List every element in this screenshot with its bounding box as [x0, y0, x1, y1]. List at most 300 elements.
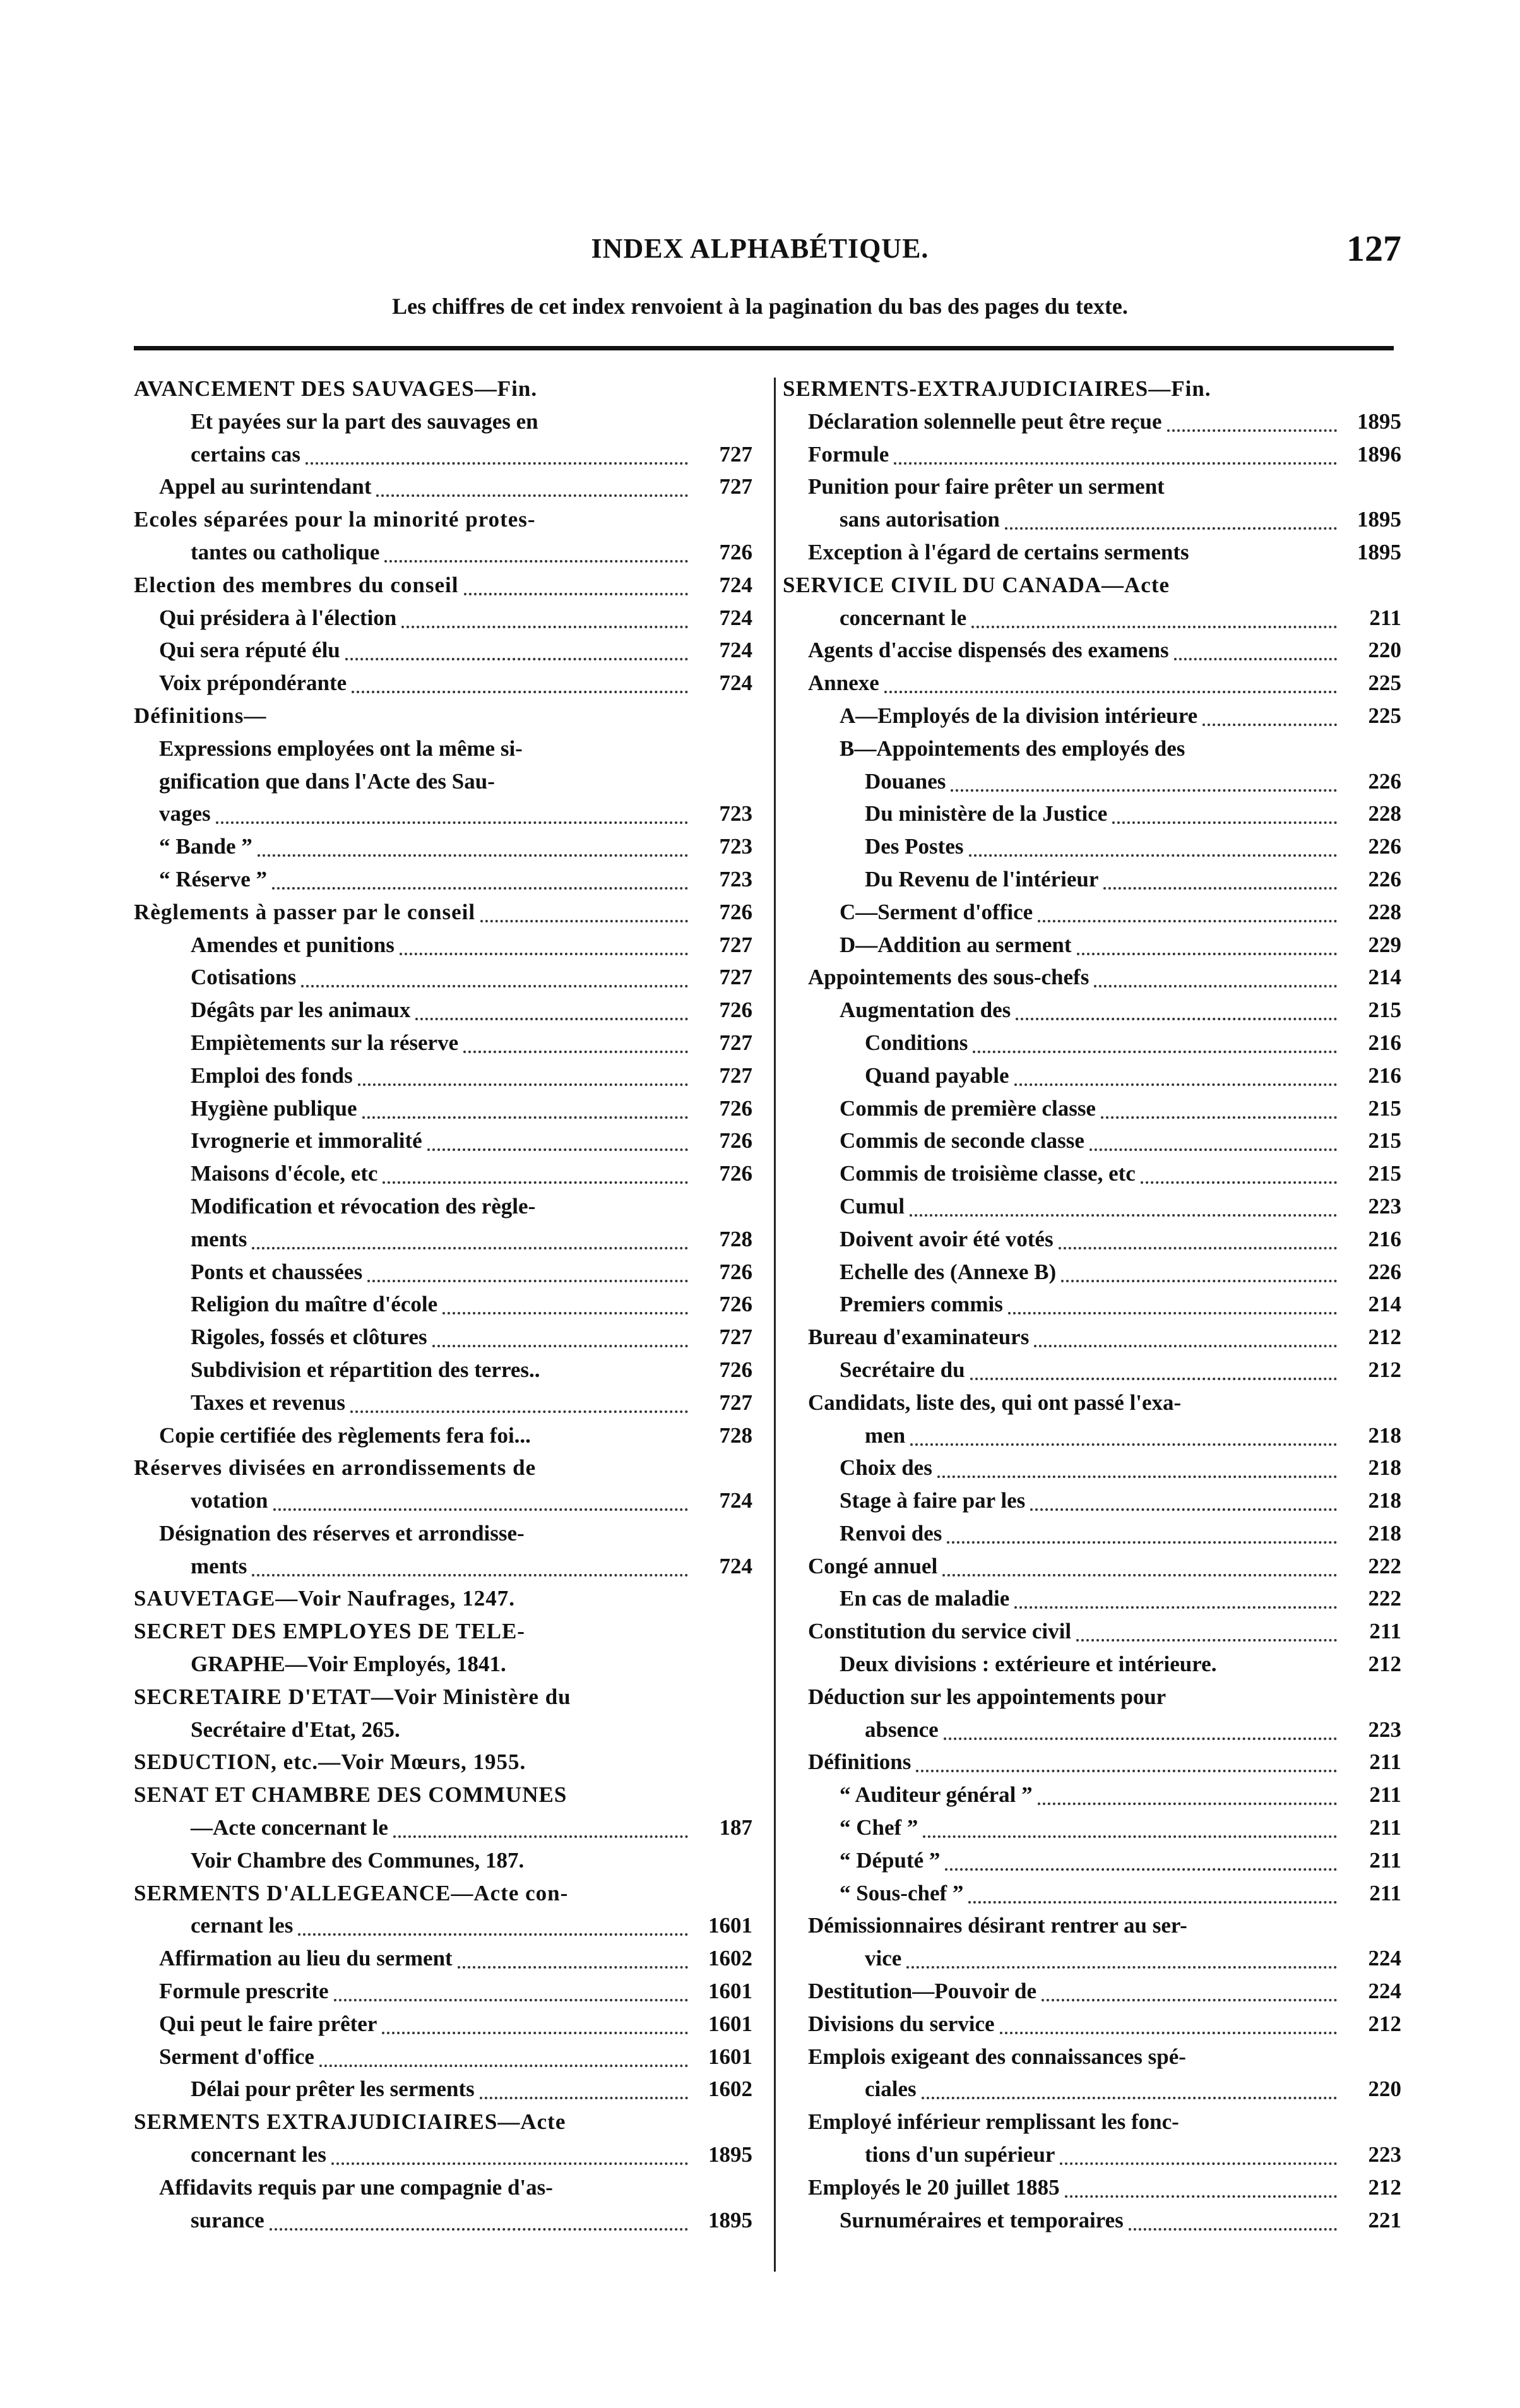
entry-text: concernant le [840, 605, 967, 630]
entry-text: C—Serment d'office [840, 899, 1033, 924]
entry-page: 726 [719, 539, 752, 564]
dot-leader [216, 819, 688, 824]
dot-leader [463, 1048, 688, 1053]
index-entry [783, 1354, 1401, 1386]
entry-text: SERMENTS-EXTRAJUDICIAIRES—Fin. [783, 376, 1211, 401]
entry-text: Surnuméraires et temporaires [840, 2207, 1124, 2232]
entry-page: 1602 [708, 2077, 752, 2102]
index-entry [783, 667, 1401, 700]
entry-text: Constitution du service civil [808, 1619, 1072, 1644]
dot-leader [1042, 1996, 1337, 2001]
entry-text: ments [191, 1553, 247, 1578]
entry-page: 211 [1369, 1619, 1401, 1644]
dot-leader [345, 655, 688, 660]
entry-text: Emplois exigeant des connaissances spé- [808, 2044, 1186, 2069]
dot-leader [916, 1767, 1337, 1772]
entry-page: 211 [1369, 1749, 1401, 1775]
index-entry [134, 438, 752, 471]
entry-text: —Acte concernant le [191, 1815, 388, 1840]
entry-page: 1895 [1357, 408, 1401, 434]
dot-leader [1101, 1114, 1337, 1119]
entry-text: Ecoles séparées pour la minorité protes- [134, 507, 536, 532]
entry-page: 1895 [1357, 507, 1401, 532]
entry-text: Commis de première classe [840, 1095, 1096, 1121]
dot-leader [944, 1735, 1337, 1740]
entry-page: 214 [1368, 1292, 1401, 1317]
entry-page: 216 [1368, 1063, 1401, 1088]
entry-page: 223 [1368, 1193, 1401, 1219]
index-entry [783, 1059, 1401, 1092]
dot-leader [306, 460, 688, 465]
entry-text: Subdivision et répartition des terres.. [191, 1357, 540, 1382]
entry-text: vages [159, 801, 211, 826]
entry-text: SERMENTS D'ALLEGEANCE—Acte con- [134, 1880, 569, 1905]
index-entry [134, 602, 752, 635]
entry-text: “ Réserve ” [159, 866, 268, 891]
dot-leader [480, 2094, 688, 2099]
index-entry [783, 1190, 1401, 1223]
index-entry [134, 863, 752, 896]
index-entry [134, 667, 752, 700]
index-entry [783, 961, 1401, 994]
index-entry [783, 765, 1401, 798]
entry-page: 727 [719, 1325, 752, 1350]
entry-text: Agents d'accise dispensés des examens [808, 638, 1169, 663]
index-entry [134, 1844, 752, 1877]
entry-page: 727 [719, 1390, 752, 1415]
dot-leader [1090, 1146, 1337, 1151]
dot-leader [270, 2226, 688, 2231]
index-entry [134, 929, 752, 962]
index-entry [134, 569, 752, 602]
index-entry [134, 961, 752, 994]
entry-page: 222 [1368, 1586, 1401, 1611]
entry-text: Divisions du service [808, 2011, 995, 2036]
entry-text: Qui présidera à l'élection [159, 605, 397, 630]
index-entry [134, 1321, 752, 1354]
dot-leader [382, 2029, 688, 2034]
entry-page: 723 [719, 834, 752, 859]
dot-leader [383, 1179, 688, 1184]
entry-text: Cotisations [191, 965, 297, 990]
entry-text: Taxes et revenus [191, 1390, 345, 1415]
index-entry [783, 2008, 1401, 2041]
entry-text: Rigoles, fossés et clôtures [191, 1325, 427, 1350]
index-entry [783, 994, 1401, 1027]
page-subtitle: Les chiffres de cet index renvoient à la pagination du bas des pages du texte. [392, 294, 1128, 319]
entry-text: Employé inférieur remplissant les fonc- [808, 2109, 1179, 2135]
dot-leader [1076, 1636, 1337, 1642]
entry-page: 727 [719, 932, 752, 957]
entry-text: Commis de seconde classe [840, 1128, 1084, 1153]
entry-page: 727 [719, 441, 752, 467]
dot-leader [1141, 1179, 1337, 1184]
index-entry [134, 2171, 752, 2204]
index-entry [134, 1157, 752, 1190]
entry-text: Cumul [840, 1193, 905, 1219]
entry-text: Choix des [840, 1455, 932, 1481]
index-entry [783, 1975, 1401, 2008]
header-rule [134, 346, 1394, 350]
dot-leader [1103, 885, 1337, 890]
index-entry [134, 1811, 752, 1844]
index-entry [783, 405, 1401, 438]
entry-text: Qui sera réputé élu [159, 638, 340, 663]
entry-text: Destitution—Pouvoir de [808, 1979, 1036, 2004]
entry-text: Désignation des réserves et arrondisse- [159, 1520, 525, 1546]
entry-page: 215 [1368, 1128, 1401, 1153]
dot-leader [951, 787, 1337, 792]
entry-page: 726 [719, 1128, 752, 1153]
index-entry [134, 1223, 752, 1256]
entry-page: 229 [1368, 932, 1401, 957]
entry-text: Appointements des sous-chefs [808, 965, 1090, 990]
index-entry [134, 405, 752, 438]
entry-text: surance [191, 2207, 264, 2232]
dot-leader [1059, 1244, 1337, 1249]
dot-leader [432, 1342, 688, 1347]
index-entry [783, 1550, 1401, 1583]
entry-page: 218 [1368, 1422, 1401, 1448]
entry-page: 1601 [708, 1913, 752, 1938]
entry-text: tantes ou catholique [191, 539, 380, 564]
entry-page: 220 [1368, 638, 1401, 663]
entry-page: 726 [719, 1095, 752, 1121]
index-entry [134, 2138, 752, 2171]
index-entry [134, 1942, 752, 1975]
dot-leader [415, 1015, 688, 1020]
entry-page: 226 [1368, 834, 1401, 859]
entry-page: 724 [719, 605, 752, 630]
entry-text: Voix prépondérante [159, 671, 347, 696]
entry-page: 1895 [708, 2142, 752, 2167]
dot-leader [968, 1898, 1337, 1904]
index-entry [134, 1582, 752, 1615]
index-entry [783, 536, 1401, 569]
index-entry [134, 2204, 752, 2237]
index-entry [134, 1648, 752, 1681]
index-entry [134, 765, 752, 798]
index-entry [783, 1779, 1401, 1811]
index-entry [134, 1517, 752, 1550]
entry-text: Voir Chambre des Communes, 187. [191, 1847, 525, 1873]
dot-leader [1094, 982, 1337, 987]
entry-page: 228 [1368, 801, 1401, 826]
index-entry [783, 2106, 1401, 2138]
dot-leader [367, 1277, 688, 1282]
dot-leader [884, 688, 1337, 693]
index-entry [783, 1124, 1401, 1157]
index-entry [134, 797, 752, 830]
index-entry [783, 1027, 1401, 1059]
index-entry [134, 2073, 752, 2106]
index-entry [783, 830, 1401, 863]
entry-page: 726 [719, 1357, 752, 1382]
dot-leader [894, 460, 1337, 465]
entry-page: 727 [719, 1030, 752, 1055]
dot-leader [1202, 721, 1337, 726]
entry-text: “ Bande ” [159, 834, 252, 859]
entry-page: 1896 [1357, 441, 1401, 467]
entry-text: Commis de troisième classe, etc [840, 1161, 1136, 1186]
entry-text: Premiers commis [840, 1292, 1003, 1317]
dot-leader [393, 1833, 688, 1838]
entry-text: Congé annuel [808, 1553, 938, 1578]
entry-text: Qui peut le faire prêter [159, 2011, 377, 2036]
entry-page: 1602 [708, 1946, 752, 1971]
entry-text: Dégâts par les animaux [191, 998, 411, 1023]
dot-leader [1060, 2160, 1337, 2165]
entry-text: Définitions [808, 1749, 911, 1775]
entry-text: GRAPHE—Voir Employés, 1841. [191, 1652, 506, 1677]
entry-page: 224 [1368, 1979, 1401, 2004]
entry-text: Exception à l'égard de certains serments [808, 539, 1189, 564]
dot-leader [1112, 819, 1337, 824]
entry-text: “ Sous-chef ” [840, 1880, 964, 1905]
entry-page: 218 [1368, 1455, 1401, 1481]
dot-leader [1000, 2029, 1337, 2034]
entry-page: 226 [1368, 1259, 1401, 1284]
index-entry [783, 602, 1401, 635]
dot-leader [906, 1964, 1337, 1969]
index-entry [783, 1451, 1401, 1484]
entry-page: 211 [1369, 605, 1401, 630]
index-entry [134, 896, 752, 929]
index-entry [783, 1223, 1401, 1256]
dot-leader [937, 1473, 1337, 1478]
entry-text: Formule prescrite [159, 1979, 329, 2004]
entry-text: En cas de maladie [840, 1586, 1010, 1611]
entry-text: Appel au surintendant [159, 474, 372, 499]
dot-leader [273, 1506, 689, 1511]
entry-text: Annexe [808, 671, 879, 696]
entry-page: 724 [719, 638, 752, 663]
entry-page: 222 [1368, 1553, 1401, 1578]
entry-page: 726 [719, 1161, 752, 1186]
index-right-column [783, 373, 1401, 2236]
index-entry [783, 1746, 1401, 1779]
index-entry [783, 1811, 1401, 1844]
entry-text: certains cas [191, 441, 300, 467]
dot-leader [319, 2062, 688, 2067]
entry-text: Formule [808, 441, 889, 467]
entry-page: 727 [719, 1063, 752, 1088]
entry-text: Doivent avoir été votés [840, 1226, 1054, 1251]
entry-page: 211 [1369, 1815, 1401, 1840]
index-entry [134, 1190, 752, 1223]
entry-text: Secrétaire du [840, 1357, 965, 1382]
index-entry [134, 1746, 752, 1779]
entry-text: Candidats, liste des, qui ont passé l'exa- [808, 1390, 1182, 1415]
entry-page: 218 [1368, 1488, 1401, 1513]
entry-page: 215 [1368, 1095, 1401, 1121]
entry-page: 1601 [708, 2044, 752, 2069]
index-entry [783, 2138, 1401, 2171]
index-entry [783, 1681, 1401, 1714]
index-entry [134, 1092, 752, 1125]
index-entry [134, 1419, 752, 1452]
entry-page: 723 [719, 801, 752, 826]
index-entry [783, 503, 1401, 536]
entry-page: 211 [1369, 1880, 1401, 1905]
entry-page: 211 [1369, 1847, 1401, 1873]
dot-leader [970, 1375, 1337, 1380]
dot-leader [1016, 1015, 1337, 1020]
entry-page: 212 [1368, 2174, 1401, 2200]
dot-leader [334, 1996, 688, 2001]
index-entry [134, 2106, 752, 2138]
index-entry [783, 1092, 1401, 1125]
index-entry [783, 1714, 1401, 1746]
entry-text: SEDUCTION, etc.—Voir Mœurs, 1955. [134, 1749, 526, 1775]
dot-leader [910, 1212, 1337, 1217]
entry-text: Election des membres du conseil [134, 572, 459, 597]
index-entry [134, 536, 752, 569]
entry-text: Conditions [865, 1030, 968, 1055]
index-entry [783, 1256, 1401, 1289]
entry-page: 226 [1368, 768, 1401, 794]
index-entry [783, 700, 1401, 732]
entry-text: Démissionnaires désirant rentrer au ser- [808, 1913, 1187, 1938]
entry-page: 212 [1368, 1357, 1401, 1382]
index-entry [134, 1354, 752, 1386]
index-entry [783, 797, 1401, 830]
entry-text: tions d'un supérieur [865, 2142, 1055, 2167]
dot-leader [252, 1244, 688, 1249]
dot-leader [1167, 427, 1338, 432]
entry-text: SECRET DES EMPLOYES DE TELE- [134, 1619, 525, 1644]
entry-text: vice [865, 1946, 902, 1971]
page-header [0, 228, 1520, 283]
index-entry [134, 1681, 752, 1714]
entry-page: 728 [719, 1422, 752, 1448]
entry-page: 211 [1369, 1782, 1401, 1808]
entry-text: Maisons d'école, etc [191, 1161, 378, 1186]
entry-text: Ponts et chaussées [191, 1259, 363, 1284]
index-entry [783, 1157, 1401, 1190]
dot-leader [401, 623, 688, 628]
entry-text: Du Revenu de l'intérieur [865, 866, 1099, 891]
index-entry [783, 1582, 1401, 1615]
entry-text: Renvoi des [840, 1520, 942, 1546]
dot-leader [910, 1441, 1337, 1446]
dot-leader [362, 1114, 688, 1119]
entry-text: Douanes [865, 768, 946, 794]
entry-page: 726 [719, 1292, 752, 1317]
dot-leader [427, 1146, 688, 1151]
index-entry [134, 1386, 752, 1419]
entry-text: Copie certifiée des règlements fera foi... [159, 1422, 531, 1448]
dot-leader [352, 688, 688, 693]
entry-text: Affidavits requis par une compagnie d'as- [159, 2174, 553, 2200]
dot-leader [1174, 655, 1337, 660]
dot-leader [458, 1964, 688, 1969]
entry-text: Deux divisions : extérieure et intérieure. [840, 1652, 1217, 1677]
entry-text: Secrétaire d'Etat, 265. [191, 1717, 400, 1742]
dot-leader [258, 852, 688, 857]
dot-leader [400, 950, 688, 955]
entry-page: 221 [1368, 2207, 1401, 2232]
entry-text: SECRETAIRE D'ETAT—Voir Ministère du [134, 1684, 571, 1709]
entry-page: 727 [719, 474, 752, 499]
entry-text: SENAT ET CHAMBRE DES COMMUNES [134, 1782, 567, 1808]
dot-leader [945, 1866, 1337, 1871]
dot-leader [252, 1571, 688, 1577]
dot-leader [1038, 917, 1337, 922]
entry-page: 224 [1368, 1946, 1401, 1971]
index-entry [134, 2008, 752, 2041]
entry-text: “ Député ” [840, 1847, 941, 1873]
entry-text: A—Employés de la division intérieure [840, 703, 1198, 728]
entry-text: ments [191, 1226, 247, 1251]
index-entry [783, 929, 1401, 962]
dot-leader [331, 2160, 688, 2165]
dot-leader [350, 1408, 688, 1413]
index-entry [783, 569, 1401, 602]
index-entry [783, 438, 1401, 471]
entry-text: Affirmation au lieu du serment [159, 1946, 453, 1971]
dot-leader [1061, 1277, 1337, 1282]
index-entry [134, 1288, 752, 1321]
index-entry [134, 1124, 752, 1157]
index-entry [783, 2171, 1401, 2204]
dot-leader [969, 852, 1338, 857]
entry-text: sans autorisation [840, 507, 1000, 532]
entry-text: “ Auditeur général ” [840, 1782, 1033, 1808]
entry-page: 1895 [1357, 539, 1401, 564]
index-entry [134, 1714, 752, 1746]
index-entry [134, 1027, 752, 1059]
entry-text: Echelle des (Annexe B) [840, 1259, 1057, 1284]
entry-page: 1895 [708, 2207, 752, 2232]
entry-text: Religion du maître d'école [191, 1292, 438, 1317]
entry-page: 220 [1368, 2077, 1401, 2102]
entry-page: 726 [719, 899, 752, 924]
entry-page: 724 [719, 1488, 752, 1513]
entry-text: B—Appointements des employés des [840, 736, 1185, 761]
entry-text: Réserves divisées en arrondissements de [134, 1455, 537, 1481]
index-entry [134, 1256, 752, 1289]
entry-text: Serment d'office [159, 2044, 314, 2069]
index-entry [783, 634, 1401, 667]
dot-leader [1005, 525, 1337, 530]
entry-page: 218 [1368, 1520, 1401, 1546]
entry-page: 1601 [708, 1979, 752, 2004]
index-entry [783, 1648, 1401, 1681]
entry-page: 215 [1368, 1161, 1401, 1186]
entry-page: 228 [1368, 899, 1401, 924]
entry-text: Punition pour faire prêter un serment [808, 474, 1165, 499]
dot-leader [301, 982, 688, 987]
entry-page: 187 [719, 1815, 752, 1840]
entry-text: Règlements à passer par le conseil [134, 899, 476, 924]
dot-leader [1065, 2193, 1337, 2198]
page-number: 127 [1346, 228, 1401, 269]
entry-text: SERVICE CIVIL DU CANADA—Acte [783, 572, 1170, 597]
dot-leader [942, 1571, 1337, 1577]
index-entry [783, 1386, 1401, 1419]
index-entry [783, 373, 1401, 405]
dot-leader [947, 1539, 1337, 1544]
entry-text: “ Chef ” [840, 1815, 918, 1840]
dot-leader [1034, 1342, 1337, 1347]
entry-text: concernant les [191, 2142, 326, 2167]
entry-text: Délai pour prêter les serments [191, 2077, 475, 2102]
entry-page: 727 [719, 965, 752, 990]
entry-text: Et payées sur la part des sauvages en [191, 408, 538, 434]
dot-leader [464, 590, 688, 595]
entry-page: 225 [1368, 671, 1401, 696]
